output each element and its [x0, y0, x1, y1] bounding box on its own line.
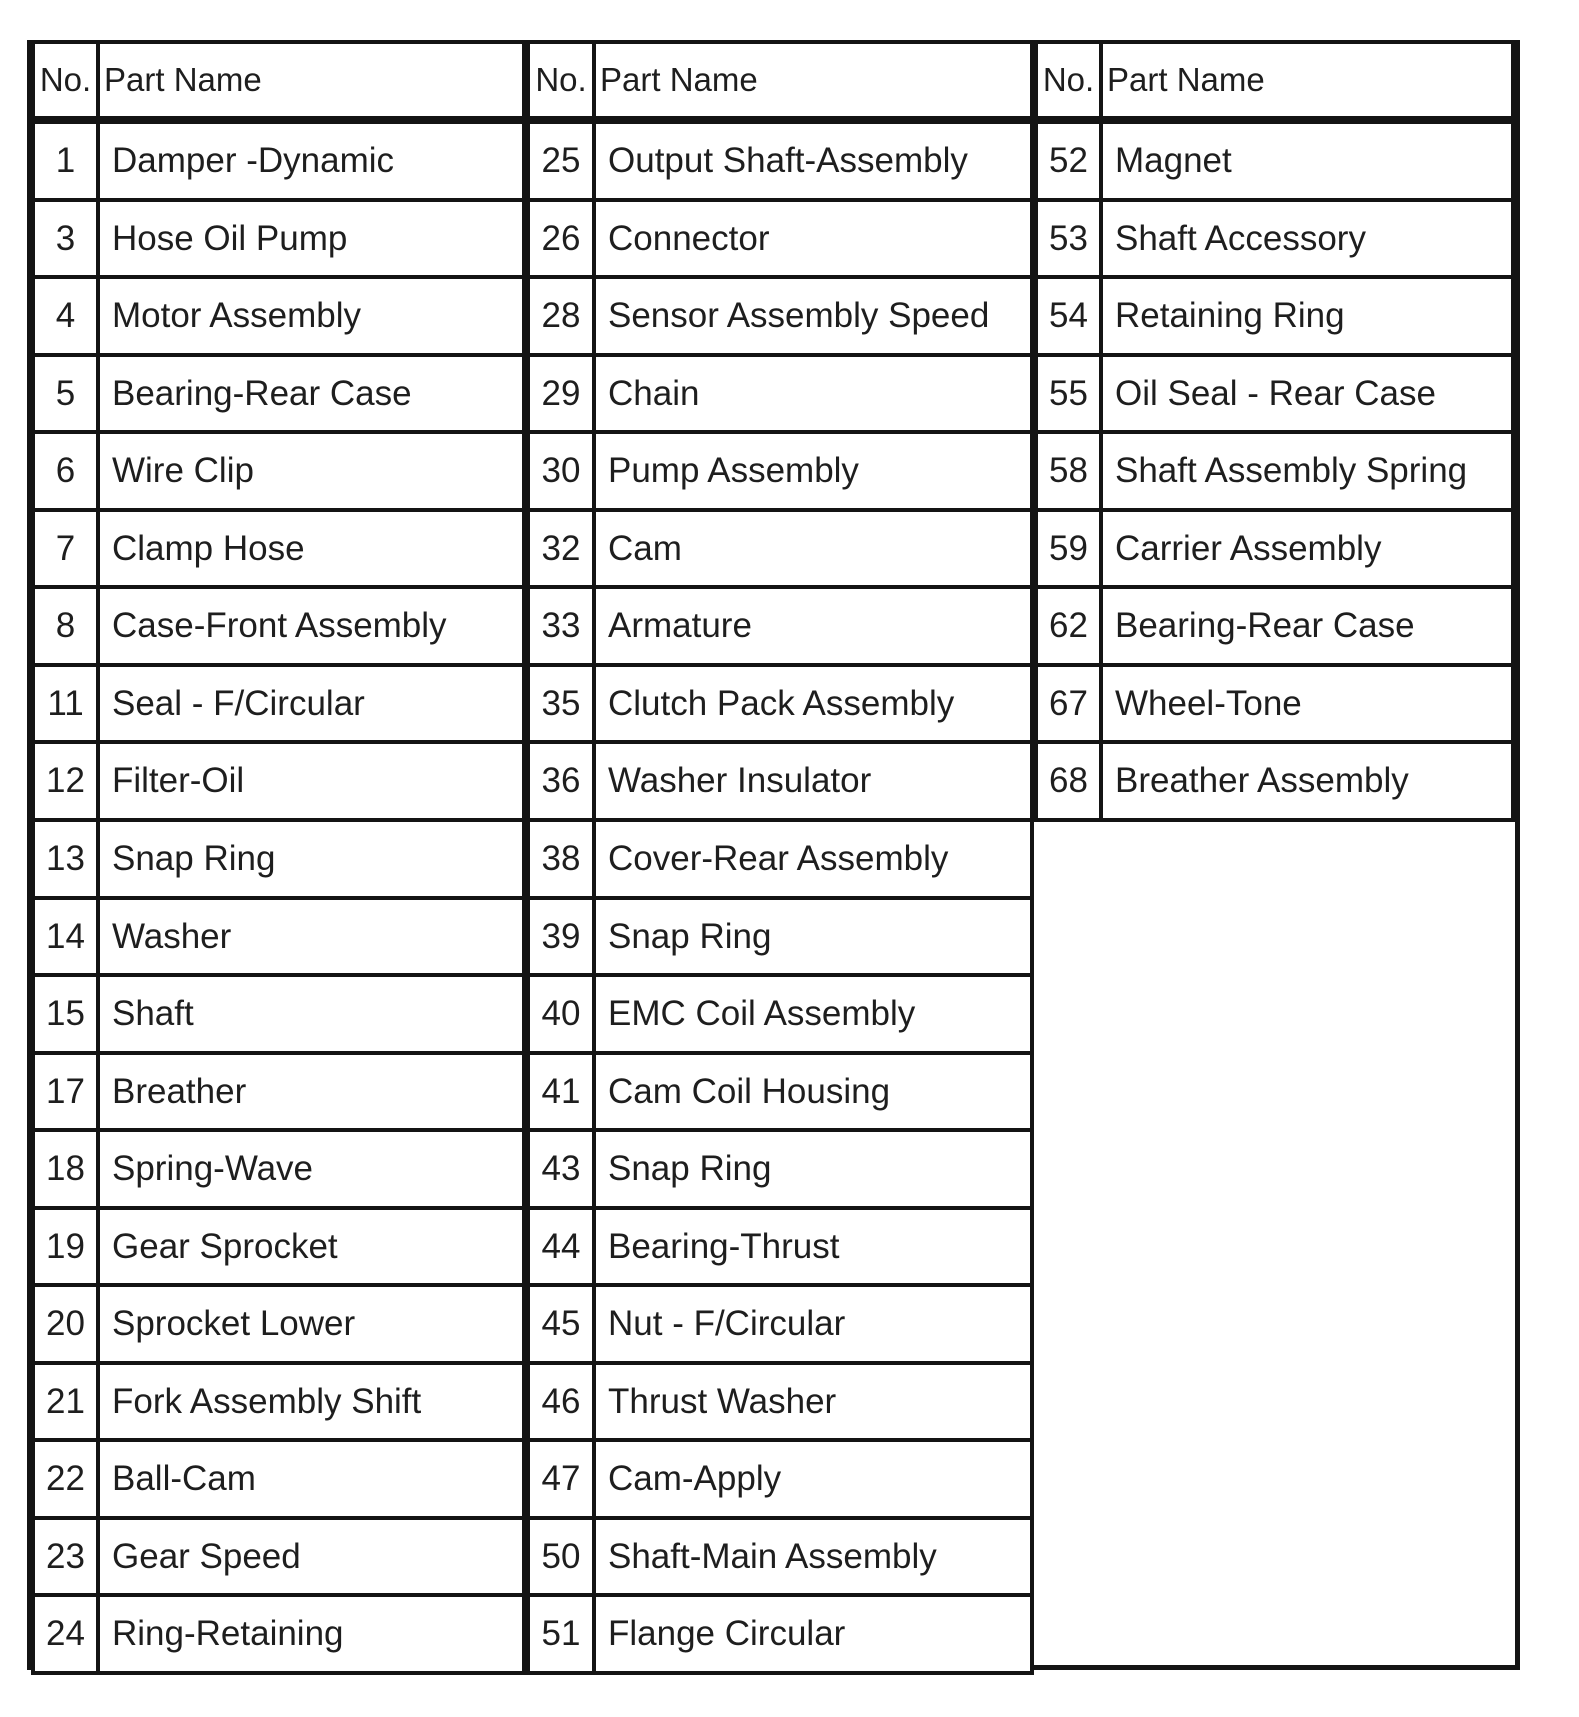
- part-name: Ring-Retaining: [96, 1593, 526, 1675]
- part-number: 21: [31, 1361, 100, 1442]
- part-number: 58: [1034, 430, 1103, 512]
- part-number: 8: [31, 585, 100, 667]
- part-name: Motor Assembly: [96, 275, 526, 357]
- part-name: Shaft Assembly Spring: [1099, 430, 1515, 512]
- part-name: Chain: [592, 353, 1034, 434]
- part-number: 3: [31, 198, 100, 279]
- part-number: 55: [1034, 353, 1103, 434]
- part-number: 44: [526, 1206, 596, 1287]
- part-name: Shaft-Main Assembly: [592, 1516, 1034, 1597]
- part-number: 17: [31, 1051, 100, 1132]
- part-number: 38: [526, 818, 596, 900]
- part-number: 35: [526, 663, 596, 744]
- header-no-label: No.: [1034, 40, 1103, 120]
- part-number: 22: [31, 1438, 100, 1520]
- part-name: Fork Assembly Shift: [96, 1361, 526, 1442]
- part-number: 59: [1034, 508, 1103, 589]
- part-name: Filter-Oil: [96, 740, 526, 822]
- part-number: 18: [31, 1128, 100, 1210]
- part-name: Bearing-Rear Case: [1099, 585, 1515, 667]
- part-name: Clamp Hose: [96, 508, 526, 589]
- part-number: 43: [526, 1128, 596, 1210]
- part-name: Magnet: [1099, 120, 1515, 202]
- part-number: 39: [526, 896, 596, 977]
- header-part-name-label: Part Name: [96, 40, 526, 120]
- part-name: Seal - F/Circular: [96, 663, 526, 744]
- part-number: 12: [31, 740, 100, 822]
- part-number: 14: [31, 896, 100, 977]
- part-name: Ball-Cam: [96, 1438, 526, 1520]
- part-number: 52: [1034, 120, 1103, 202]
- part-name: Shaft Accessory: [1099, 198, 1515, 279]
- part-number: 46: [526, 1361, 596, 1442]
- part-name: Snap Ring: [592, 896, 1034, 977]
- part-number: 36: [526, 740, 596, 822]
- part-number: 26: [526, 198, 596, 279]
- part-number: 25: [526, 120, 596, 202]
- part-name: Wheel-Tone: [1099, 663, 1515, 744]
- part-number: 20: [31, 1283, 100, 1365]
- part-name: Connector: [592, 198, 1034, 279]
- part-number: 24: [31, 1593, 100, 1675]
- part-name: Hose Oil Pump: [96, 198, 526, 279]
- part-name: Bearing-Thrust: [592, 1206, 1034, 1287]
- part-name: Breather Assembly: [1099, 740, 1515, 822]
- part-number: 1: [31, 120, 100, 202]
- part-name: Snap Ring: [96, 818, 526, 900]
- part-number: 54: [1034, 275, 1103, 357]
- part-number: 40: [526, 973, 596, 1055]
- part-name: Cover-Rear Assembly: [592, 818, 1034, 900]
- part-name: Case-Front Assembly: [96, 585, 526, 667]
- part-number: 15: [31, 973, 100, 1055]
- part-name: Gear Speed: [96, 1516, 526, 1597]
- part-name: Wire Clip: [96, 430, 526, 512]
- part-name: Cam: [592, 508, 1034, 589]
- part-name: Carrier Assembly: [1099, 508, 1515, 589]
- part-name: Output Shaft-Assembly: [592, 120, 1034, 202]
- part-number: 32: [526, 508, 596, 589]
- part-name: Sprocket Lower: [96, 1283, 526, 1365]
- part-name: Shaft: [96, 973, 526, 1055]
- part-number: 29: [526, 353, 596, 434]
- part-number: 41: [526, 1051, 596, 1132]
- part-number: 23: [31, 1516, 100, 1597]
- part-number: 19: [31, 1206, 100, 1287]
- part-name: Damper -Dynamic: [96, 120, 526, 202]
- part-name: Sensor Assembly Speed: [592, 275, 1034, 357]
- part-name: Retaining Ring: [1099, 275, 1515, 357]
- part-number: 67: [1034, 663, 1103, 744]
- part-name: Clutch Pack Assembly: [592, 663, 1034, 744]
- part-number: 13: [31, 818, 100, 900]
- part-number: 30: [526, 430, 596, 512]
- part-name: Spring-Wave: [96, 1128, 526, 1210]
- header-no-label: No.: [526, 40, 596, 120]
- part-number: 53: [1034, 198, 1103, 279]
- part-name: Cam-Apply: [592, 1438, 1034, 1520]
- part-number: 33: [526, 585, 596, 667]
- part-name: Armature: [592, 585, 1034, 667]
- part-name: Snap Ring: [592, 1128, 1034, 1210]
- part-name: Bearing-Rear Case: [96, 353, 526, 434]
- header-part-name-label: Part Name: [1099, 40, 1515, 120]
- part-name: EMC Coil Assembly: [592, 973, 1034, 1055]
- part-name: Cam Coil Housing: [592, 1051, 1034, 1132]
- part-name: Washer: [96, 896, 526, 977]
- part-number: 28: [526, 275, 596, 357]
- part-name: Oil Seal - Rear Case: [1099, 353, 1515, 434]
- part-name: Thrust Washer: [592, 1361, 1034, 1442]
- part-name: Nut - F/Circular: [592, 1283, 1034, 1365]
- part-number: 45: [526, 1283, 596, 1365]
- part-name: Washer Insulator: [592, 740, 1034, 822]
- part-name: Pump Assembly: [592, 430, 1034, 512]
- part-number: 6: [31, 430, 100, 512]
- header-no-label: No.: [31, 40, 100, 120]
- part-number: 50: [526, 1516, 596, 1597]
- part-number: 68: [1034, 740, 1103, 822]
- part-name: Flange Circular: [592, 1593, 1034, 1675]
- part-name: Gear Sprocket: [96, 1206, 526, 1287]
- part-number: 62: [1034, 585, 1103, 667]
- part-number: 5: [31, 353, 100, 434]
- part-number: 11: [31, 663, 100, 744]
- parts-table: [27, 40, 1520, 1670]
- part-number: 51: [526, 1593, 596, 1675]
- header-part-name-label: Part Name: [592, 40, 1034, 120]
- part-number: 4: [31, 275, 100, 357]
- part-name: Breather: [96, 1051, 526, 1132]
- part-number: 7: [31, 508, 100, 589]
- part-number: 47: [526, 1438, 596, 1520]
